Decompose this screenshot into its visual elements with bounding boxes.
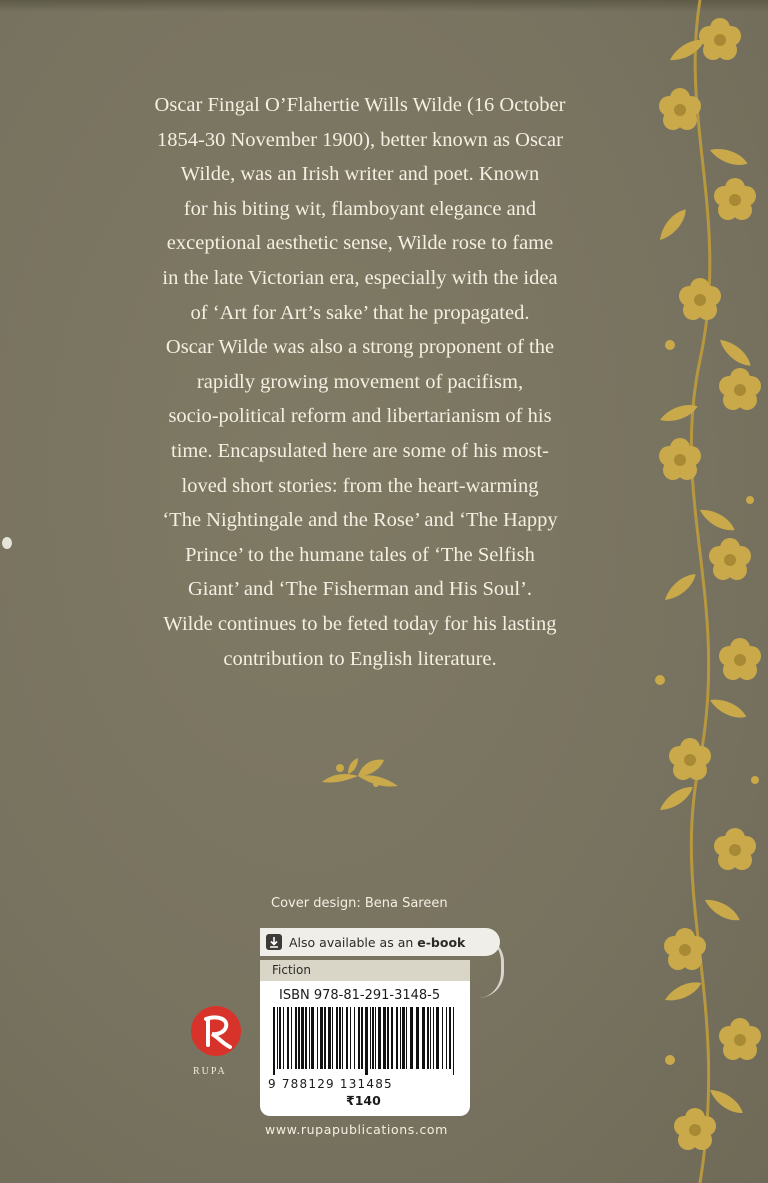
barcode-bar [436,1007,439,1069]
barcode-bar [422,1007,425,1069]
blurb-line: 1854-30 November 1900), better known as Oscar [157,128,563,151]
barcode-bar [295,1007,297,1069]
barcode-bar [383,1007,386,1069]
blurb-line: ‘The Nightingale and the Rose’ and ‘The Happy [162,509,558,532]
cover-design-credit: Cover design: Bena Sareen [271,896,448,911]
barcode-bar [387,1007,389,1069]
ebook-prefix: Also available as an [289,934,414,950]
barcode-bar [396,1007,398,1069]
barcode-bar [311,1007,314,1069]
blurb-line: rapidly growing movement of pacifism, [196,370,524,393]
barcode-bar [277,1007,278,1069]
barcode-bar [406,1007,407,1069]
barcode-bar [324,1007,326,1069]
barcode-bar [317,1007,318,1069]
blurb-line: contribution to English literature. [223,647,497,670]
barcode-bar [442,1007,443,1069]
price: ₹140 [346,1093,381,1108]
blurb-line: Wilde continues to be feted today for his lasting [163,612,557,635]
rupa-logo-icon [190,1005,242,1057]
barcode-bar [298,1007,300,1069]
barcode-bar [449,1007,451,1069]
barcode-bar [446,1007,447,1069]
barcode-bar [416,1007,419,1069]
barcode-bar [332,1007,333,1069]
barcode-bar [370,1007,371,1069]
barcode-bar [372,1007,374,1069]
barcode-bar [378,1007,381,1069]
barcode-bar [336,1007,338,1069]
barcode-bar [346,1007,348,1069]
cover-hole [2,537,12,549]
publisher-website[interactable]: www.rupapublications.com [265,1122,448,1137]
barcode-bar [365,1007,368,1075]
barcode-bar [358,1007,360,1069]
barcode-bar [375,1007,376,1069]
barcode-bar [328,1007,331,1069]
ebook-emphasis: e-book [417,934,466,950]
blurb-line: time. Encapsulated here are some of his most- [171,439,549,462]
blurb-line: in the late Victorian era, especially with the idea [162,266,558,289]
blurb-line: Giant’ and ‘The Fisherman and His Soul’. [187,578,533,601]
barcode-bar [433,1007,434,1069]
barcode-bar [279,1007,281,1069]
barcode-bar [361,1007,363,1069]
barcode-bar [350,1007,351,1069]
barcode-bar [291,1007,292,1069]
blurb-line: Prince’ to the humane tales of ‘The Selfish [185,543,535,566]
barcode-bar [305,1007,307,1069]
barcode-bar [391,1007,393,1069]
blurb-paragraph [140,88,580,676]
blurb-line: loved short stories: from the heart-warming [181,474,539,497]
barcode-icon [273,1007,457,1075]
barcode-bar [283,1007,284,1069]
publisher-name: RUPA [193,1066,227,1077]
ean-digits: 9 788129 131485 [268,1077,393,1091]
barcode-bar [427,1007,429,1069]
blurb-line: of ‘Art for Art’s sake’ that he propagated. [190,301,530,324]
blurb-line: for his biting wit, flamboyant elegance and [183,197,537,220]
barcode-bar [309,1007,310,1069]
blurb-line: Oscar Fingal O’Flahertie Wills Wilde (16 October [154,94,566,116]
barcode-bar [342,1007,343,1069]
ebook-banner [260,928,500,956]
barcode-bar [320,1007,323,1069]
download-icon [266,934,282,950]
barcode-bar [301,1007,304,1069]
barcode-bar [402,1007,405,1069]
barcode-bar [430,1007,431,1069]
isbn-text: ISBN 978-81-291-3148-5 [279,988,441,1003]
genre-label: Fiction [260,960,470,981]
leaf-ornament-icon [318,752,402,794]
barcode-bar [453,1007,454,1075]
blurb-line: exceptional aesthetic sense, Wilde rose to fame [166,232,554,255]
barcode-bar [400,1007,401,1069]
barcode-bar [287,1007,289,1069]
barcode-bar [273,1007,275,1075]
barcode-bar [339,1007,341,1069]
barcode-bar [354,1007,355,1069]
blurb-line: socio-political reform and libertarianism of his [168,405,552,428]
blurb-line: Oscar Wilde was also a strong proponent of the [165,336,555,359]
blurb-line: Wilde, was an Irish writer and poet. Known [180,163,540,186]
ebook-text [289,935,465,950]
barcode-bar [410,1007,413,1069]
gold-floral-border [640,0,768,1183]
